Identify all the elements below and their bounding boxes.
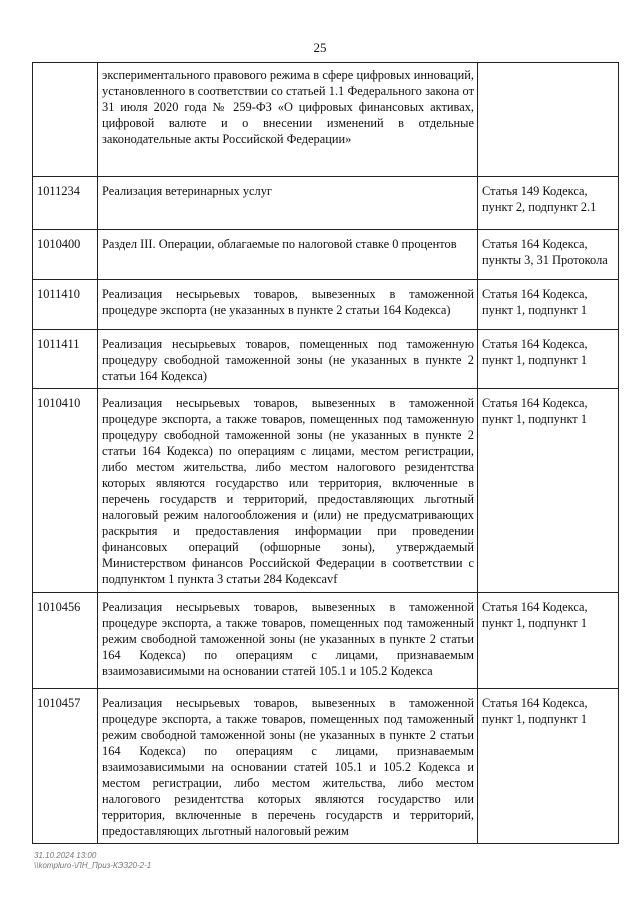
- table-row: [33, 230, 619, 280]
- row-reference: Статья 164 Кодекса, пункт 1, подпункт 1: [478, 330, 619, 389]
- row-reference: Статья 164 Кодекса, пункт 1, подпункт 1: [478, 280, 619, 330]
- page-number: 25: [313, 40, 327, 55]
- document-table: [32, 62, 619, 844]
- print-file-path: \\kompluro-\ЛН_Приз-КЭЗ20-2-1: [34, 861, 152, 870]
- row-description: Реализация несырьевых товаров, вывезенных в таможенной процедуре экспорта, а также товаров, помещенных под таможенный режим свободной таможенной зоны (не указанных в пункте 2 статьи 164 Кодекса) по операциям с лицами, признаваемым взаимозависимыми на основании статей 105.1 и 105.2 Кодекса и местом регистрации, либо местом жительства, либо местом налогового резидентства которых являются государство или территория, включенные в перечень государств и территорий, предоставляющих льготный налоговый режим: [98, 689, 478, 844]
- table-row: [33, 593, 619, 689]
- print-footer: [34, 851, 151, 871]
- row-reference: Статья 164 Кодекса, пункты 3, 31 Протокола: [478, 230, 619, 280]
- row-reference: Статья 164 Кодекса, пункт 1, подпункт 1: [478, 689, 619, 844]
- row-code: 1010410: [33, 389, 98, 593]
- table-row: [33, 177, 619, 230]
- row-description: экспериментального правового режима в сфере цифровых инноваций, установленного в соответствии со статьей 1.1 Федерального закона от 31 июля 2020 года № 259-ФЗ «О цифровых финансовых активах, цифровой валюте и о внесении изменений в отдельные законодательные акты Российской Федерации»: [98, 63, 478, 177]
- row-reference: [478, 63, 619, 177]
- row-reference: Статья 149 Кодекса, пункт 2, подпункт 2.1: [478, 177, 619, 230]
- row-code: 1011234: [33, 177, 98, 230]
- table-row: [33, 280, 619, 330]
- table-row: [33, 389, 619, 593]
- row-description: Реализация несырьевых товаров, помещенных под таможенную процедуру свободной таможенной зоны (не указанных в пункте 2 статьи 164 Кодекса): [98, 330, 478, 389]
- row-code: 1010400: [33, 230, 98, 280]
- row-description: Реализация несырьевых товаров, вывезенных в таможенной процедуре экспорта, а также товаров, помещенных под таможенный режим свободной таможенной зоны (не указанных в пункте 2 статьи 164 Кодекса) по операциям с лицами, признаваемым взаимозависимыми на основании статей 105.1 и 105.2 Кодекса: [98, 593, 478, 689]
- table-row: [33, 689, 619, 844]
- row-code: [33, 63, 98, 177]
- table-row: [33, 330, 619, 389]
- row-description: Реализация несырьевых товаров, вывезенных в таможенной процедуре экспорта, а также товаров, помещенных под таможенную процедуру свободной таможенной зоны (не указанных в пункте 2 статьи 164 Кодекса) по операциям с лицами, местом регистрации, либо местом жительства, либо местом налогового резидентства которых являются государство или территория, включенные в перечень государств и территорий, предоставляющих льготный налоговый режим налогообложения и (или) не предусматривающих раскрытия и предоставления информации при проведении финансовых операций (офшорные зоны), утверждаемый Министерством финансов Российской Федерации в соответствии с подпунктом 1 пункта 3 статьи 284 Кодексavf: [98, 389, 478, 593]
- print-timestamp: 31.10.2024 13:00: [34, 851, 97, 860]
- row-description: Раздел III. Операции, облагаемые по налоговой ставке 0 процентов: [98, 230, 478, 280]
- table-row: [33, 63, 619, 177]
- row-description: Реализация несырьевых товаров, вывезенных в таможенной процедуре экспорта (не указанных в пункте 2 статьи 164 Кодекса): [98, 280, 478, 330]
- row-description: Реализация ветеринарных услуг: [98, 177, 478, 230]
- row-code: 1011410: [33, 280, 98, 330]
- row-reference: Статья 164 Кодекса, пункт 1, подпункт 1: [478, 593, 619, 689]
- row-code: 1010457: [33, 689, 98, 844]
- row-code: 1011411: [33, 330, 98, 389]
- row-reference: Статья 164 Кодекса, пункт 1, подпункт 1: [478, 389, 619, 593]
- row-code: 1010456: [33, 593, 98, 689]
